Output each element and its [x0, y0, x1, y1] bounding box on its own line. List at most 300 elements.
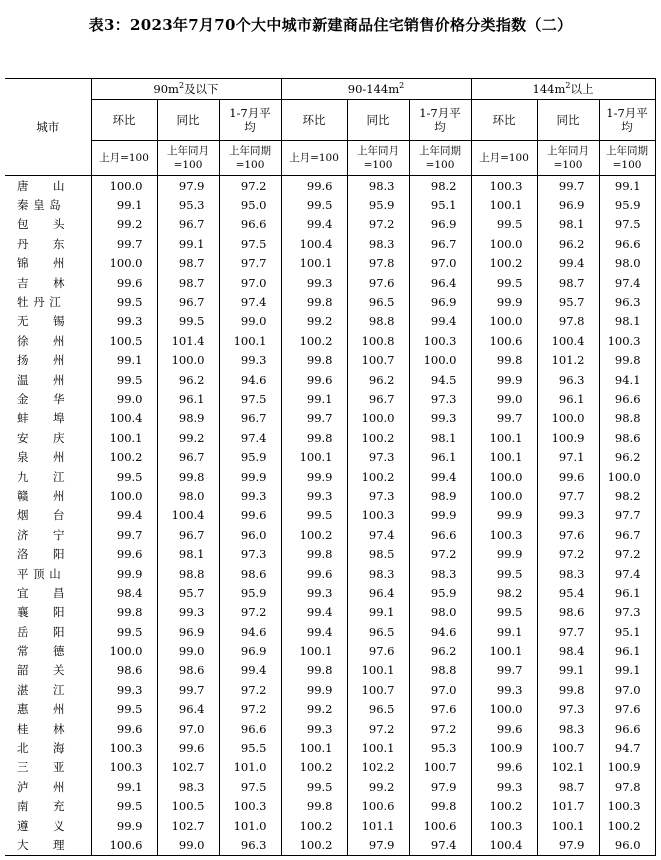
index-value: 95.9	[219, 583, 281, 602]
index-value: 96.1	[157, 389, 219, 408]
index-value: 97.7	[219, 254, 281, 273]
index-value: 100.1	[471, 447, 537, 466]
group-header-medium: $90-144m^2$	[281, 79, 471, 100]
index-value: 100.3	[219, 797, 281, 816]
index-value: 100.2	[347, 467, 409, 486]
city-name: 安 庆	[5, 428, 91, 447]
sub-header: 同比	[157, 100, 219, 141]
index-value: 99.9	[471, 370, 537, 389]
sub-header: 1-7月平均	[219, 100, 281, 141]
city-name: 唐 山	[5, 176, 91, 196]
index-value: 100.6	[409, 816, 471, 835]
index-value: 100.3	[91, 758, 157, 777]
base-header: 上年同月=100	[537, 141, 599, 176]
table-row	[5, 680, 655, 699]
index-value: 99.5	[471, 215, 537, 234]
base-header: 上年同月=100	[157, 141, 219, 176]
index-value: 99.8	[157, 467, 219, 486]
index-value: 100.4	[157, 506, 219, 525]
index-value: 97.0	[219, 273, 281, 292]
index-value: 100.1	[281, 738, 347, 757]
city-name: 襄 阳	[5, 603, 91, 622]
sub-header: 环比	[281, 100, 347, 141]
index-value: 99.9	[91, 564, 157, 583]
index-value: 98.9	[409, 486, 471, 505]
index-value: 99.8	[281, 428, 347, 447]
city-name: 九 江	[5, 467, 91, 486]
index-value: 96.3	[219, 835, 281, 855]
index-value: 99.8	[471, 351, 537, 370]
index-value: 100.0	[471, 312, 537, 331]
index-value: 97.3	[409, 389, 471, 408]
index-value: 96.4	[347, 583, 409, 602]
index-value: 99.3	[281, 486, 347, 505]
index-value: 97.3	[219, 544, 281, 563]
index-value: 98.8	[157, 564, 219, 583]
index-value: 101.1	[347, 816, 409, 835]
table-row	[5, 797, 655, 816]
index-value: 96.9	[219, 641, 281, 660]
index-value: 97.9	[347, 835, 409, 855]
index-value: 97.7	[537, 486, 599, 505]
city-name: 南 充	[5, 797, 91, 816]
index-value: 96.5	[347, 622, 409, 641]
index-value: 100.0	[409, 351, 471, 370]
index-value: 99.5	[157, 312, 219, 331]
index-value: 100.4	[471, 835, 537, 855]
index-value: 98.3	[347, 176, 409, 196]
index-value: 99.3	[281, 273, 347, 292]
index-value: 99.5	[281, 195, 347, 214]
index-value: 99.6	[219, 506, 281, 525]
index-value: 100.4	[281, 234, 347, 253]
index-value: 100.9	[537, 428, 599, 447]
index-value: 99.1	[599, 661, 655, 680]
index-value: 99.6	[471, 719, 537, 738]
index-value: 100.2	[281, 331, 347, 350]
index-value: 99.3	[157, 603, 219, 622]
index-value: 97.8	[599, 777, 655, 796]
index-value: 99.8	[281, 797, 347, 816]
index-value: 97.6	[347, 641, 409, 660]
index-value: 100.6	[91, 835, 157, 855]
table-row	[5, 835, 655, 855]
index-value: 99.4	[219, 661, 281, 680]
index-value: 100.3	[471, 525, 537, 544]
table-row	[5, 583, 655, 602]
index-value: 100.2	[281, 525, 347, 544]
index-value: 100.1	[471, 195, 537, 214]
city-name: 大 理	[5, 835, 91, 855]
index-value: 98.4	[91, 583, 157, 602]
city-name: 济 宁	[5, 525, 91, 544]
index-value: 99.0	[91, 389, 157, 408]
city-name: 平 顶 山	[5, 564, 91, 583]
index-value: 99.7	[471, 661, 537, 680]
index-value: 95.9	[347, 195, 409, 214]
index-value: 95.3	[409, 738, 471, 757]
index-value: 99.0	[471, 389, 537, 408]
index-value: 99.3	[91, 312, 157, 331]
index-value: 99.9	[409, 506, 471, 525]
index-value: 98.5	[347, 544, 409, 563]
index-value: 97.7	[537, 622, 599, 641]
index-value: 97.5	[599, 215, 655, 234]
index-value: 97.2	[347, 719, 409, 738]
city-name: 洛 阳	[5, 544, 91, 563]
index-value: 100.4	[537, 331, 599, 350]
index-value: 101.0	[219, 816, 281, 835]
index-value: 97.9	[537, 835, 599, 855]
index-value: 99.8	[281, 544, 347, 563]
table-row	[5, 176, 655, 196]
index-value: 99.9	[471, 544, 537, 563]
index-value: 96.7	[409, 234, 471, 253]
index-value: 100.2	[471, 797, 537, 816]
index-value: 100.1	[347, 661, 409, 680]
index-value: 98.8	[599, 409, 655, 428]
index-value: 100.0	[91, 486, 157, 505]
index-value: 100.1	[471, 428, 537, 447]
table-row	[5, 370, 655, 389]
index-value: 94.6	[219, 370, 281, 389]
index-value: 99.2	[281, 700, 347, 719]
index-value: 97.3	[599, 603, 655, 622]
index-value: 100.2	[281, 835, 347, 855]
index-value: 99.6	[157, 738, 219, 757]
table-row	[5, 409, 655, 428]
index-value: 100.3	[471, 176, 537, 196]
index-value: 99.4	[409, 312, 471, 331]
index-value: 99.2	[281, 312, 347, 331]
index-value: 94.6	[409, 622, 471, 641]
index-value: 100.3	[599, 797, 655, 816]
index-value: 100.1	[281, 447, 347, 466]
sub-header: 同比	[537, 100, 599, 141]
index-value: 98.8	[347, 312, 409, 331]
index-value: 100.0	[347, 409, 409, 428]
index-value: 96.6	[599, 389, 655, 408]
index-value: 100.6	[471, 331, 537, 350]
sub-header: 环比	[91, 100, 157, 141]
index-value: 97.6	[537, 525, 599, 544]
index-value: 95.7	[157, 583, 219, 602]
index-value: 97.7	[599, 506, 655, 525]
city-name: 泉 州	[5, 447, 91, 466]
table-row	[5, 312, 655, 331]
table-row	[5, 544, 655, 563]
index-value: 95.1	[599, 622, 655, 641]
index-value: 102.2	[347, 758, 409, 777]
price-index-table	[5, 78, 656, 856]
index-value: 100.1	[281, 641, 347, 660]
index-value: 96.6	[599, 719, 655, 738]
index-value: 99.6	[471, 758, 537, 777]
index-value: 99.3	[537, 506, 599, 525]
city-name: 宜 昌	[5, 583, 91, 602]
index-value: 99.1	[599, 176, 655, 196]
index-value: 99.5	[91, 467, 157, 486]
city-name: 湛 江	[5, 680, 91, 699]
index-value: 95.1	[409, 195, 471, 214]
index-value: 94.5	[409, 370, 471, 389]
index-value: 96.9	[409, 215, 471, 234]
index-value: 97.9	[409, 777, 471, 796]
index-value: 100.3	[347, 506, 409, 525]
index-value: 96.5	[347, 292, 409, 311]
index-value: 100.3	[599, 331, 655, 350]
index-value: 96.7	[347, 389, 409, 408]
index-value: 99.8	[599, 351, 655, 370]
index-value: 94.1	[599, 370, 655, 389]
index-value: 97.5	[219, 389, 281, 408]
index-value: 96.7	[157, 525, 219, 544]
index-value: 96.7	[157, 447, 219, 466]
index-value: 97.2	[219, 680, 281, 699]
index-value: 100.2	[347, 428, 409, 447]
index-value: 97.2	[219, 700, 281, 719]
city-name: 无 锡	[5, 312, 91, 331]
index-value: 100.5	[91, 331, 157, 350]
index-value: 99.7	[281, 409, 347, 428]
index-value: 97.8	[347, 254, 409, 273]
index-value: 96.6	[219, 719, 281, 738]
index-value: 99.8	[409, 797, 471, 816]
index-value: 97.2	[219, 176, 281, 196]
index-value: 98.3	[409, 564, 471, 583]
index-value: 96.6	[219, 215, 281, 234]
index-value: 101.2	[537, 351, 599, 370]
index-value: 98.8	[409, 661, 471, 680]
index-value: 99.5	[471, 603, 537, 622]
table-row	[5, 641, 655, 660]
index-value: 98.7	[537, 273, 599, 292]
index-value: 100.0	[91, 254, 157, 273]
index-value: 96.9	[537, 195, 599, 214]
index-value: 96.4	[409, 273, 471, 292]
base-header: 上年同期=100	[409, 141, 471, 176]
index-value: 100.1	[537, 816, 599, 835]
index-value: 99.5	[91, 292, 157, 311]
index-value: 100.2	[281, 816, 347, 835]
table-row	[5, 661, 655, 680]
base-header: 上月=100	[281, 141, 347, 176]
index-value: 98.1	[537, 215, 599, 234]
table-row	[5, 758, 655, 777]
index-value: 100.0	[471, 467, 537, 486]
table-row	[5, 292, 655, 311]
sub-header: 环比	[471, 100, 537, 141]
index-value: 99.1	[281, 389, 347, 408]
index-value: 99.1	[537, 661, 599, 680]
index-value: 98.7	[537, 777, 599, 796]
index-value: 96.7	[219, 409, 281, 428]
index-value: 100.0	[471, 234, 537, 253]
index-value: 98.2	[599, 486, 655, 505]
city-name: 徐 州	[5, 331, 91, 350]
city-name: 扬 州	[5, 351, 91, 370]
index-value: 102.1	[537, 758, 599, 777]
index-value: 99.0	[157, 835, 219, 855]
index-value: 100.3	[91, 738, 157, 757]
index-value: 99.5	[281, 777, 347, 796]
index-value: 100.0	[471, 700, 537, 719]
index-value: 98.0	[157, 486, 219, 505]
city-name: 常 德	[5, 641, 91, 660]
index-value: 102.7	[157, 816, 219, 835]
index-value: 100.3	[409, 331, 471, 350]
index-value: 99.1	[347, 603, 409, 622]
city-name: 遵 义	[5, 816, 91, 835]
city-name: 牡 丹 江	[5, 292, 91, 311]
city-header: 城市	[5, 79, 91, 176]
table-row	[5, 622, 655, 641]
index-value: 100.1	[281, 254, 347, 273]
index-value: 100.0	[599, 467, 655, 486]
index-value: 99.9	[471, 506, 537, 525]
index-value: 97.2	[537, 544, 599, 563]
index-value: 95.5	[219, 738, 281, 757]
city-name: 秦 皇 岛	[5, 195, 91, 214]
index-value: 97.2	[409, 719, 471, 738]
index-value: 102.7	[157, 758, 219, 777]
index-value: 97.2	[409, 544, 471, 563]
index-value: 96.0	[219, 525, 281, 544]
index-value: 99.8	[91, 603, 157, 622]
index-value: 101.0	[219, 758, 281, 777]
index-value: 99.6	[281, 564, 347, 583]
index-value: 98.9	[157, 409, 219, 428]
table-row	[5, 467, 655, 486]
city-name: 韶 关	[5, 661, 91, 680]
city-name: 泸 州	[5, 777, 91, 796]
index-value: 96.3	[599, 292, 655, 311]
index-value: 99.4	[537, 254, 599, 273]
city-name: 桂 林	[5, 719, 91, 738]
city-name: 蚌 埠	[5, 409, 91, 428]
index-value: 96.5	[347, 700, 409, 719]
index-value: 99.1	[471, 622, 537, 641]
index-value: 96.9	[157, 622, 219, 641]
index-value: 99.3	[409, 409, 471, 428]
city-name: 三 亚	[5, 758, 91, 777]
index-value: 96.6	[409, 525, 471, 544]
index-value: 100.2	[599, 816, 655, 835]
sub-header: 1-7月平均	[409, 100, 471, 141]
base-header: 上年同月=100	[347, 141, 409, 176]
index-value: 97.3	[347, 486, 409, 505]
index-value: 100.0	[471, 486, 537, 505]
index-value: 95.9	[599, 195, 655, 214]
index-value: 100.5	[157, 797, 219, 816]
index-value: 99.5	[471, 564, 537, 583]
index-value: 99.5	[471, 273, 537, 292]
index-value: 97.0	[409, 680, 471, 699]
index-value: 96.2	[409, 641, 471, 660]
index-value: 100.6	[347, 797, 409, 816]
index-value: 97.3	[537, 700, 599, 719]
index-value: 96.4	[157, 700, 219, 719]
index-value: 96.1	[599, 641, 655, 660]
index-value: 99.6	[91, 273, 157, 292]
table-row	[5, 195, 655, 214]
group-header-large: $144m^2$以上	[471, 79, 655, 100]
base-header: 上月=100	[91, 141, 157, 176]
index-value: 96.2	[537, 234, 599, 253]
city-name: 赣 州	[5, 486, 91, 505]
index-value: 98.6	[91, 661, 157, 680]
index-value: 95.9	[409, 583, 471, 602]
base-header: 上月=100	[471, 141, 537, 176]
index-value: 99.9	[471, 292, 537, 311]
index-value: 100.7	[537, 738, 599, 757]
index-value: 101.4	[157, 331, 219, 350]
index-value: 95.0	[219, 195, 281, 214]
table-row	[5, 331, 655, 350]
index-value: 99.4	[281, 603, 347, 622]
table-row	[5, 447, 655, 466]
table-row	[5, 254, 655, 273]
index-value: 100.7	[409, 758, 471, 777]
index-value: 98.3	[347, 564, 409, 583]
index-value: 97.9	[157, 176, 219, 196]
city-name: 北 海	[5, 738, 91, 757]
index-value: 97.4	[347, 525, 409, 544]
index-value: 98.6	[537, 603, 599, 622]
index-value: 94.6	[219, 622, 281, 641]
index-value: 100.9	[599, 758, 655, 777]
group-header-small: $90m^2$及以下	[91, 79, 281, 100]
index-value: 97.5	[219, 234, 281, 253]
index-value: 99.6	[281, 370, 347, 389]
index-value: 98.7	[157, 273, 219, 292]
index-value: 99.2	[347, 777, 409, 796]
index-value: 99.4	[281, 622, 347, 641]
index-value: 99.0	[219, 312, 281, 331]
city-name: 锦 州	[5, 254, 91, 273]
index-value: 97.0	[409, 254, 471, 273]
index-value: 99.3	[219, 486, 281, 505]
index-value: 99.8	[537, 680, 599, 699]
index-value: 98.1	[157, 544, 219, 563]
table-row	[5, 525, 655, 544]
index-value: 99.4	[281, 215, 347, 234]
page-title: 表3：2023年7月70个大中城市新建商品住宅销售价格分类指数（二）	[88, 16, 573, 34]
index-value: 99.5	[91, 370, 157, 389]
index-value: 95.7	[537, 292, 599, 311]
index-value: 98.2	[409, 176, 471, 196]
index-value: 99.5	[91, 797, 157, 816]
index-value: 99.6	[281, 176, 347, 196]
index-value: 97.4	[599, 564, 655, 583]
city-name: 丹 东	[5, 234, 91, 253]
base-header: 上年同期=100	[219, 141, 281, 176]
index-value: 99.3	[91, 680, 157, 699]
index-value: 96.1	[409, 447, 471, 466]
index-value: 99.5	[281, 506, 347, 525]
index-value: 99.9	[219, 467, 281, 486]
index-value: 96.1	[537, 389, 599, 408]
index-value: 98.6	[599, 428, 655, 447]
index-value: 94.7	[599, 738, 655, 757]
index-value: 97.6	[599, 700, 655, 719]
index-value: 96.3	[537, 370, 599, 389]
index-value: 100.1	[219, 331, 281, 350]
index-value: 100.7	[347, 351, 409, 370]
table-row	[5, 273, 655, 292]
table-row	[5, 603, 655, 622]
index-value: 96.0	[599, 835, 655, 855]
